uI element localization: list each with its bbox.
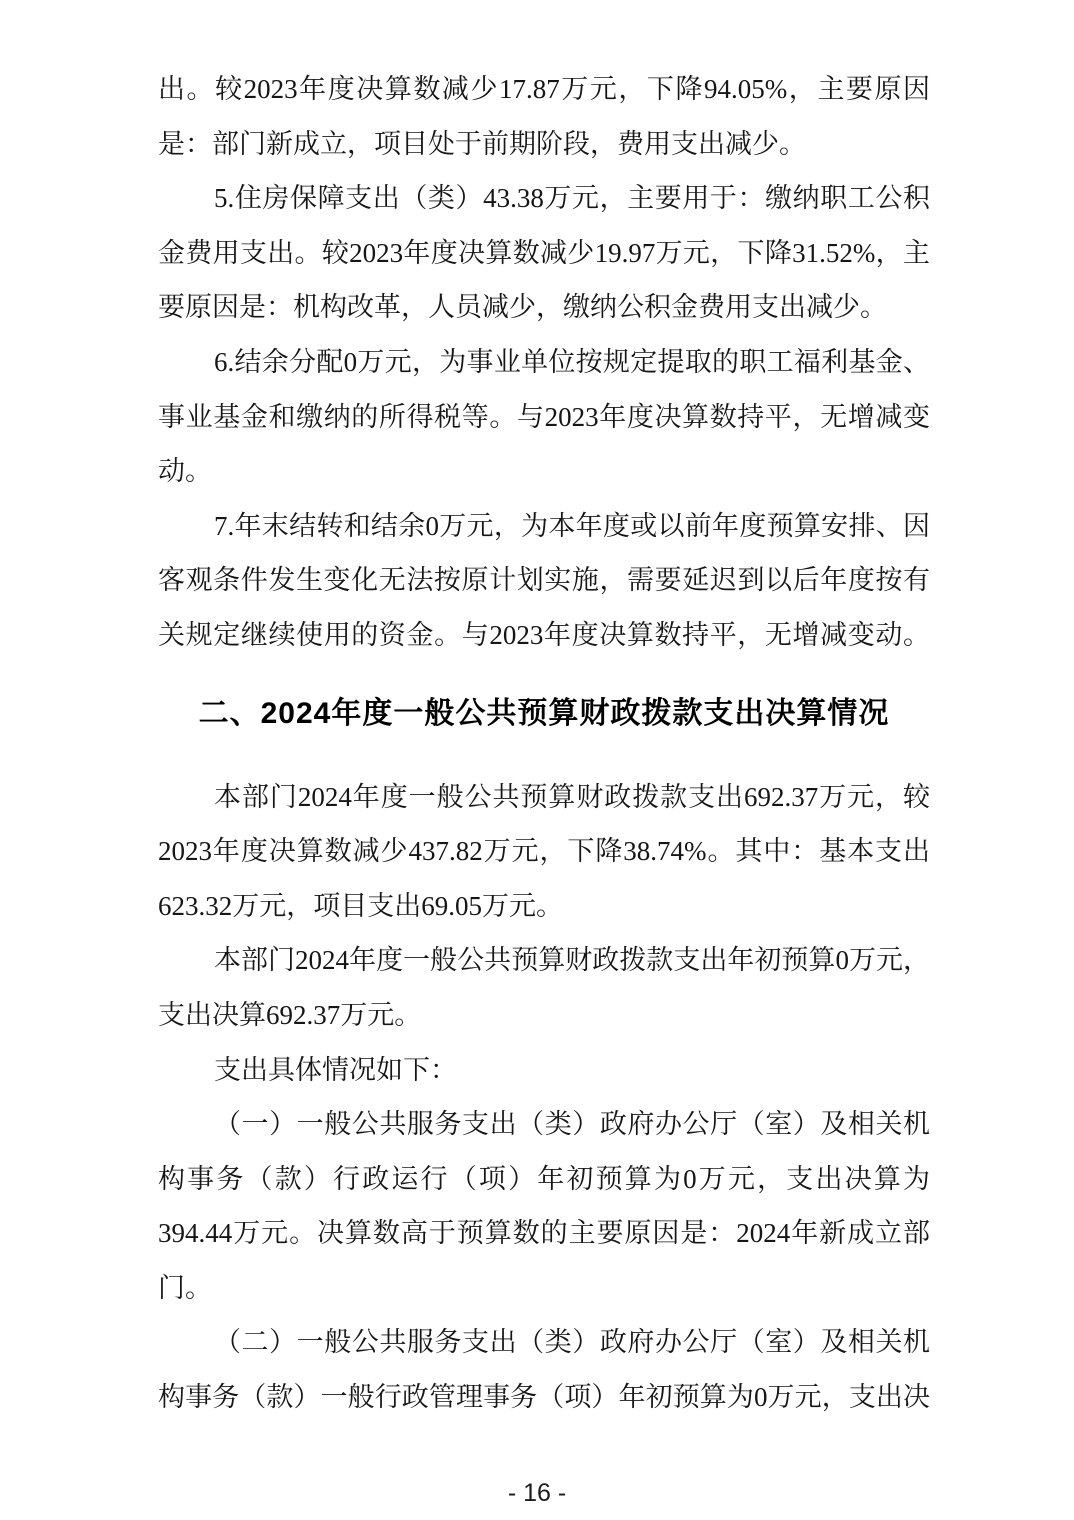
body-line: 支出决算692.37万元。 [158, 999, 422, 1030]
body-line: 出。较2023年度决算数减少17.87万元，下降94.05%，主要原因 [158, 74, 930, 104]
body-line: 要原因是：机构改革，人员减少，缴纳公积金费用支出减少。 [158, 292, 887, 323]
body-line: 394.44万元。决算数高于预算数的主要原因是：2024年新成立部 [158, 1218, 930, 1249]
body-line: 本部门2024年度一般公共预算财政拨款支出692.37万元，较 [214, 781, 930, 812]
section-heading: 二、2024年度一般公共预算财政拨款支出决算情况 [198, 696, 890, 730]
body-line: 5.住房保障支出（类）43.38万元，主要用于：缴纳职工公积 [214, 183, 930, 214]
body-line: 金费用支出。较2023年度决算数减少19.97万元，下降31.52%，主 [158, 237, 930, 268]
body-line: 关规定继续使用的资金。与2023年度决算数持平，无增减变动。 [158, 619, 930, 650]
body-line: 2023年度决算数减少437.82万元，下降38.74%。其中：基本支出 [158, 836, 930, 867]
body-line: 构事务（款）行政运行（项）年初预算为0万元，支出决算为 [158, 1163, 930, 1194]
body-line: 门。 [158, 1272, 212, 1303]
body-line: 7.年末结转和结余0万元，为本年度或以前年度预算安排、因 [214, 510, 930, 541]
body-line: 623.32万元，项目支出69.05万元。 [158, 890, 563, 921]
body-line: （二）一般公共服务支出（类）政府办公厅（室）及相关机 [214, 1327, 930, 1358]
body-line: 事业基金和缴纳的所得税等。与2023年度决算数持平，无增减变 [158, 401, 930, 432]
document-body [158, 62, 930, 1425]
body-line: 动。 [158, 456, 212, 487]
body-line: 6.结余分配0万元，为事业单位按规定提取的职工福利基金、 [214, 346, 930, 377]
body-line: 是：部门新成立，项目处于前期阶段，费用支出减少。 [158, 128, 806, 159]
page-number: - 16 - [507, 1479, 567, 1507]
body-line: 支出具体情况如下： [214, 1054, 457, 1085]
body-line: 客观条件发生变化无法按原计划实施，需要延迟到以后年度按有 [158, 565, 930, 596]
body-line: 构事务（款）一般行政管理事务（项）年初预算为0万元，支出决 [158, 1382, 930, 1413]
body-line: 本部门2024年度一般公共预算财政拨款支出年初预算0万元， [214, 945, 930, 976]
body-line: （一）一般公共服务支出（类）政府办公厅（室）及相关机 [214, 1109, 930, 1140]
